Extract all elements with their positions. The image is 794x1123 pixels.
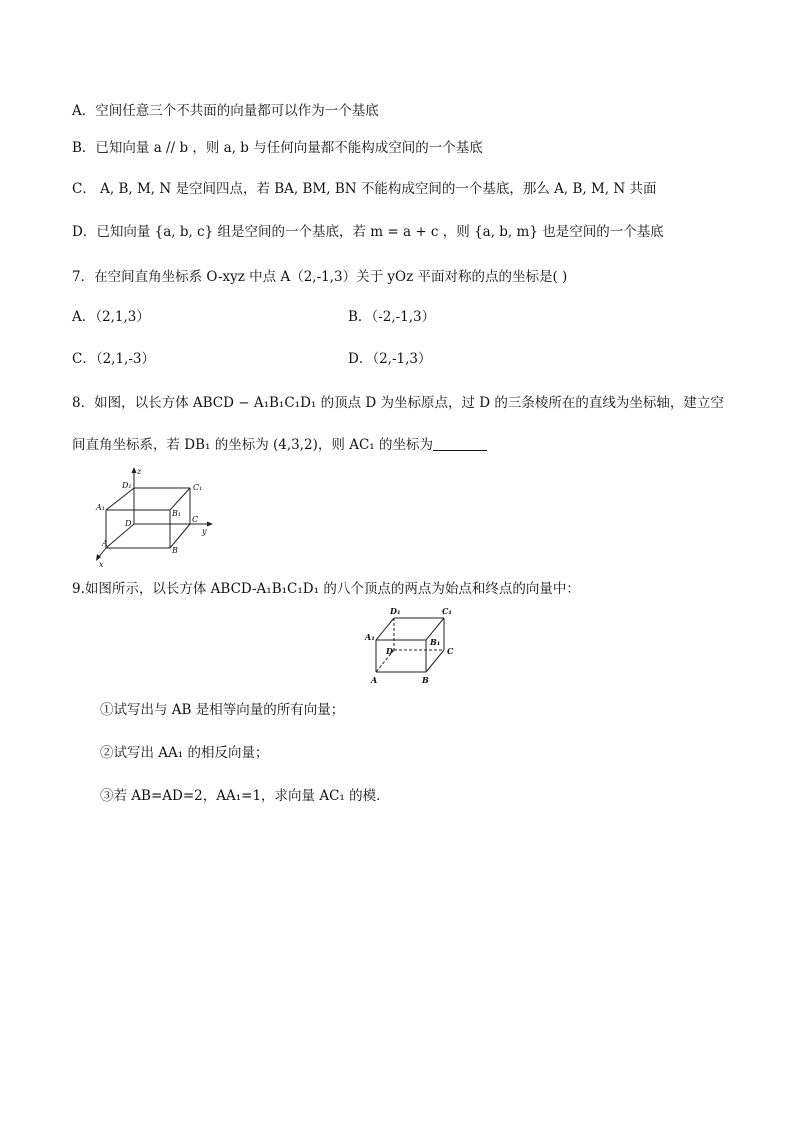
vertex-label-d: D (386, 646, 393, 656)
question-7: 7．在空间直角坐标系 O-xyz 中点 A（2,-1,3）关于 yOz 平面对称的点的坐标是( ) (72, 269, 568, 285)
vertex-label-d1: D₁ (122, 481, 132, 490)
vertex-label-b: B (422, 675, 429, 685)
question-9: 9.如图所示，以长方体 ABCD-A₁B₁C₁D₁ 的八个顶点的两点为始点和终点的向量中： (72, 581, 580, 597)
vertex-label-b1: B₁ (172, 509, 182, 518)
vertex-label-a1: A₁ (365, 632, 375, 642)
option-a: A．空间任意三个不共面的向量都可以作为一个基底 (72, 103, 379, 119)
vertex-label-c: C (447, 646, 454, 656)
cuboid-figure (364, 604, 464, 688)
vertex-label-d1: D₁ (390, 606, 401, 616)
question-8-line1: 8．如图，以长方体 ABCD − A₁B₁C₁D₁ 的顶点 D 为坐标原点，过 D 的三条棱所在的直线为坐标轴，建立空 (72, 395, 724, 411)
vertex-label-a1: A₁ (96, 503, 105, 512)
option-c: C． A, B, M, N 是空间四点，若 BA, BM, BN 不能构成空间的一个基底，那么 A, B, M, N 共面 (72, 181, 657, 197)
axis-label-z: z (137, 467, 142, 476)
axis-label-x: x (99, 560, 104, 569)
vertex-label-b: B (172, 546, 178, 555)
question-9-part-1: ①试写出与 AB 是相等向量的所有向量； (100, 702, 345, 718)
answer-blank (433, 436, 487, 451)
vertex-label-a: A (371, 675, 378, 685)
option-b: B．已知向量 a // b ，则 a, b 与任何向量都不能构成空间的一个基底 (72, 140, 483, 156)
vertex-label-c: C (192, 515, 199, 524)
vertex-label-b1: B₁ (430, 637, 441, 647)
vertex-label-c1: C₁ (193, 483, 203, 492)
vertex-label-a: A (102, 539, 108, 548)
question-9-part-3: ③若 AB=AD=2，AA₁=1，求向量 AC₁ 的模． (100, 788, 390, 804)
option-d: D．已知向量 {a, b, c} 组是空间的一个基底，若 m = a + c ，则 {a, b, m} 也是空间的一个基底 (72, 224, 664, 240)
question-8-text: 间直角坐标系，若 DB₁ 的坐标为 (4,3,2)，则 AC₁ 的坐标为 (72, 437, 433, 453)
vertex-label-d: D (125, 519, 132, 528)
q7-option-d: D．（2,-1,3） (348, 351, 432, 367)
question-8-line2 (72, 435, 487, 455)
axis-label-y: y (202, 527, 207, 536)
q7-option-a: A．（2,1,3） (72, 309, 150, 325)
cuboid-axes-figure (92, 466, 222, 570)
vertex-label-c1: C₁ (442, 606, 452, 616)
q7-option-c: C．（2,1,-3） (72, 351, 155, 367)
q7-option-b: B．（-2,-1,3） (348, 309, 436, 325)
question-9-part-2: ②试写出 AA₁ 的相反向量； (100, 745, 269, 761)
